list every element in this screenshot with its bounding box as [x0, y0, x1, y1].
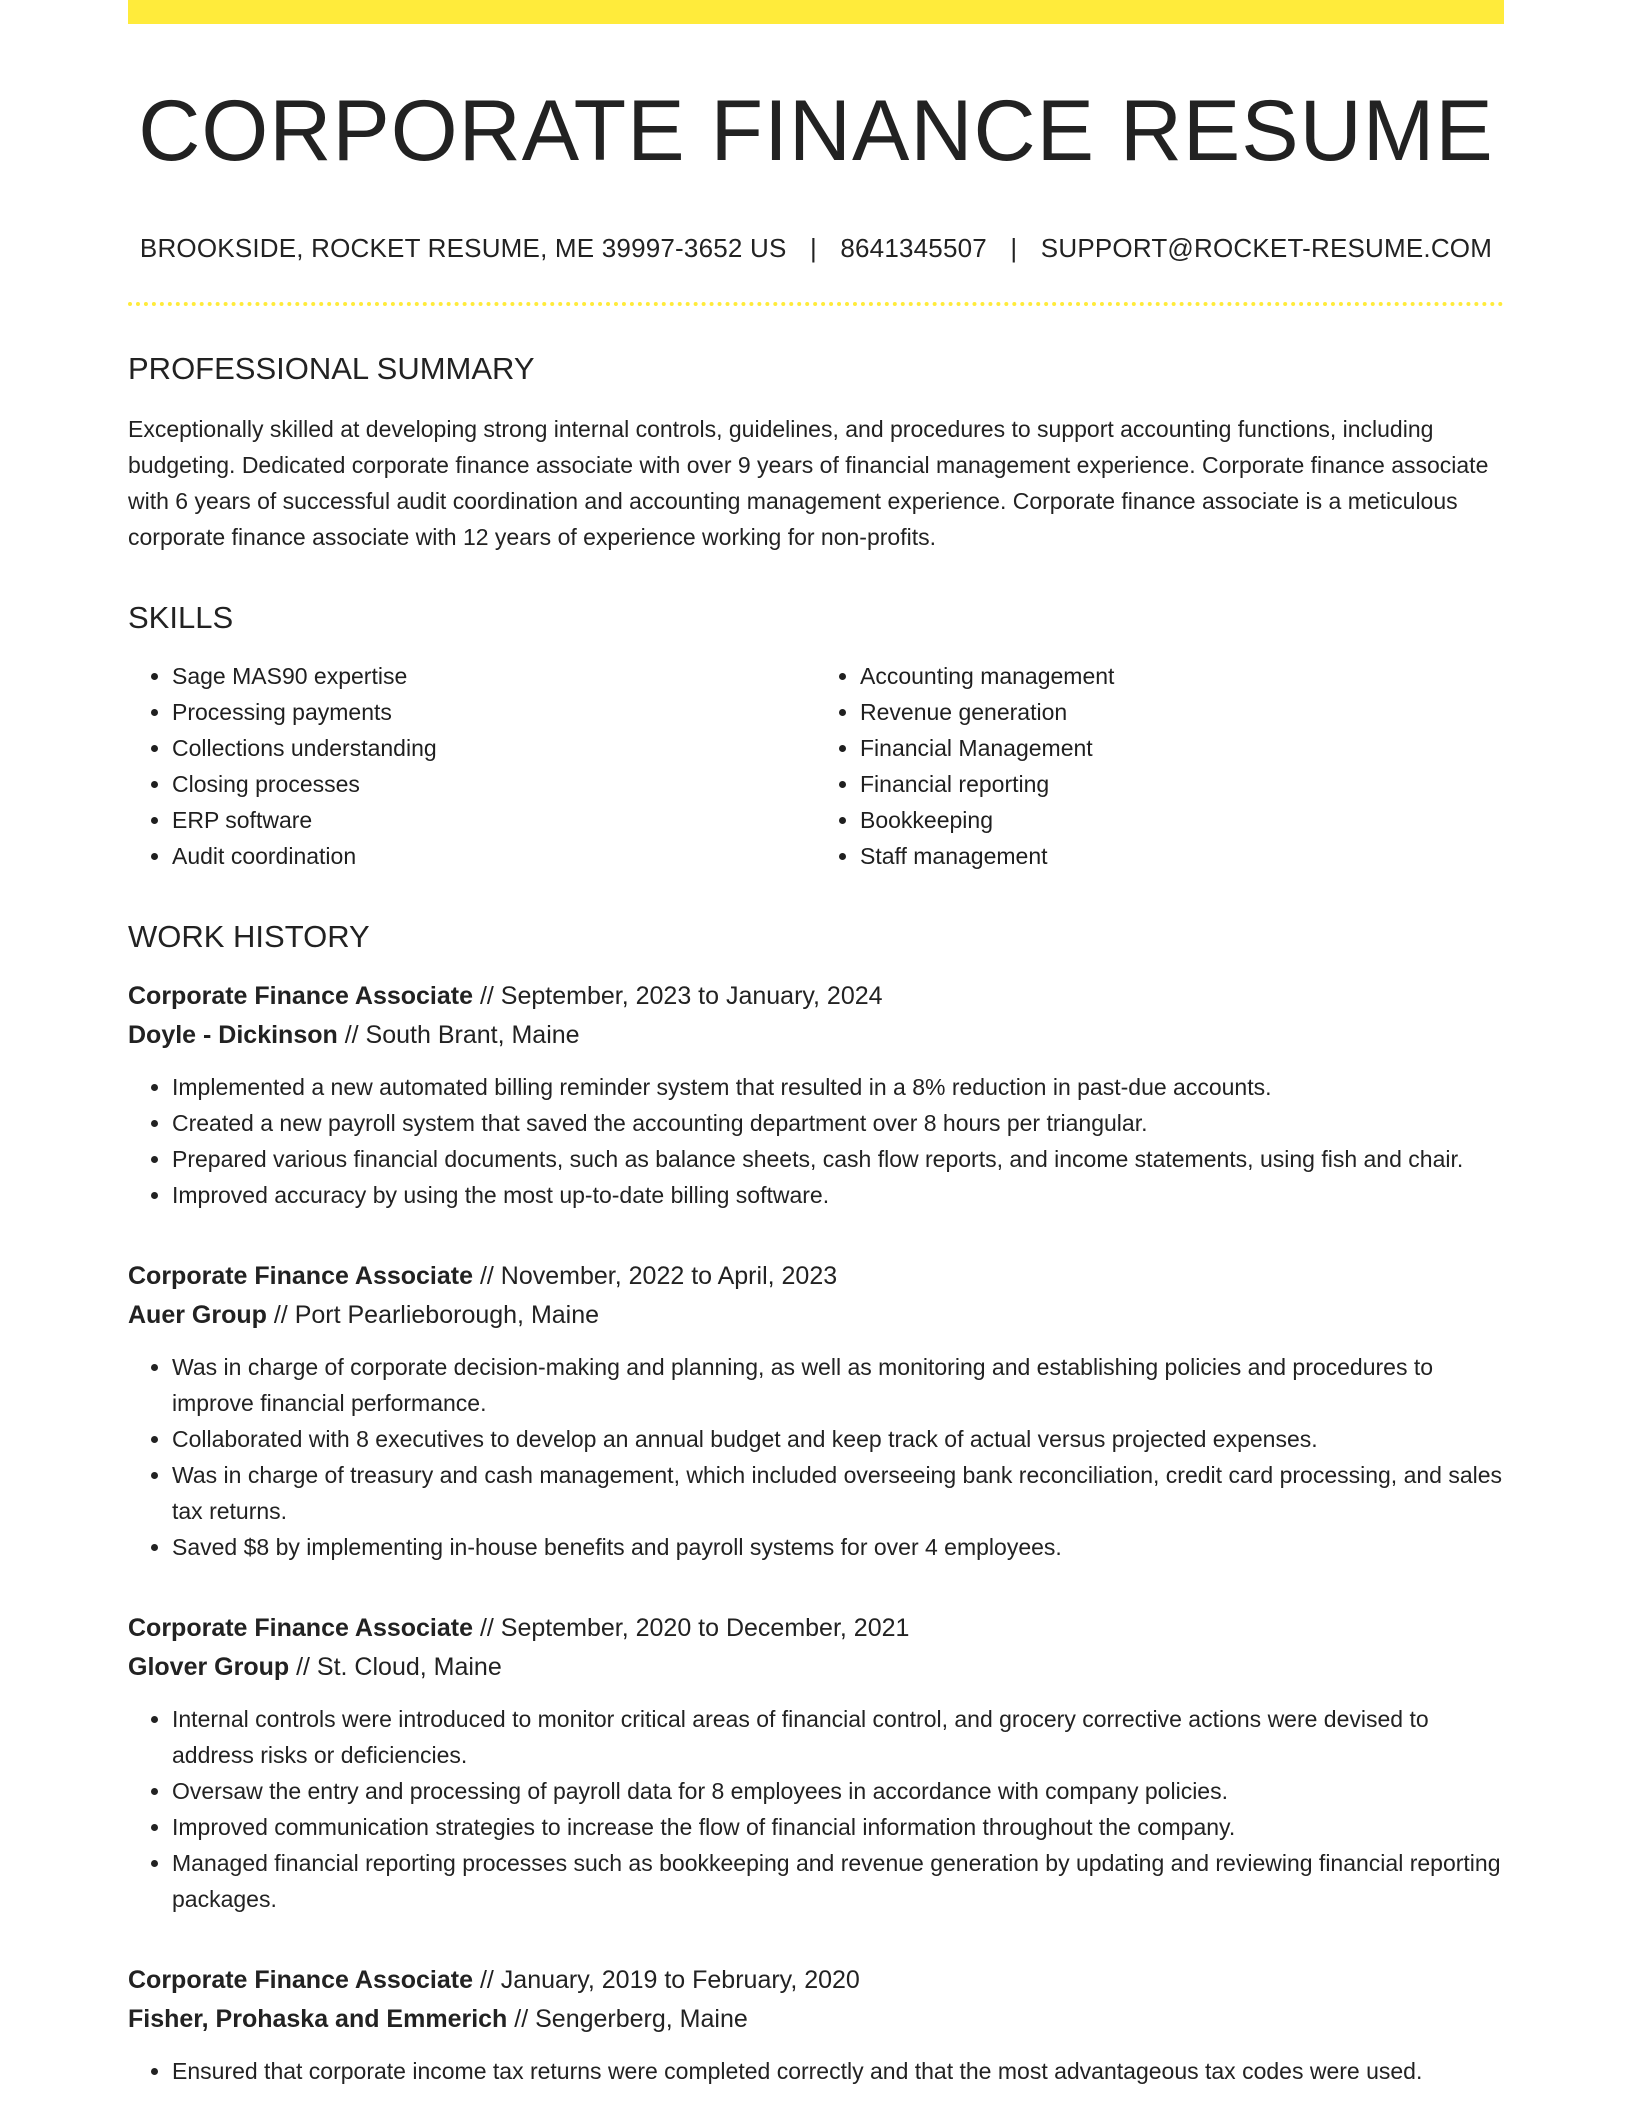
job-bullet: • Was in charge of corporate decision-making and planning, as well as monitoring and establishing policies and procedures to improve financial performance. [172, 1349, 1504, 1421]
job-bullet: • Collaborated with 8 executives to develop an annual budget and keep track of actual versus projected expenses. [172, 1421, 1504, 1457]
skill-item: • Financial Management [860, 730, 1504, 766]
job-company-line [128, 1016, 1504, 1055]
contact-line [128, 233, 1504, 264]
job-bullets [128, 1069, 1504, 1213]
job-company: Glover Group [128, 1653, 290, 1682]
page-title: CORPORATE FINANCE RESUME [138, 83, 1494, 179]
job-company-line [128, 1296, 1504, 1335]
job-bullet: • Implemented a new automated billing reminder system that resulted in a 8% reduction in past-due accounts. [172, 1069, 1504, 1105]
job-title-line [128, 1609, 1504, 1648]
contact-email: SUPPORT@ROCKET-RESUME.COM [1040, 232, 1493, 263]
job-bullet: • Created a new payroll system that saved the accounting department over 8 hours per triangular. [172, 1105, 1504, 1141]
top-accent-bar [128, 0, 1504, 24]
job-bullet: • Oversaw the entry and processing of payroll data for 8 employees in accordance with company policies. [172, 1773, 1504, 1809]
job-bullet: • Was in charge of treasury and cash management, which included overseeing bank reconciliation, credit card processing, and sales tax returns. [172, 1457, 1504, 1529]
resume-page [128, 0, 1504, 2089]
job-dates: // September, 2023 to January, 2024 [473, 982, 883, 1011]
job-company-line [128, 1648, 1504, 1687]
job-entry [128, 1609, 1504, 1917]
job-company: Doyle - Dickinson [128, 1021, 338, 1050]
job-entry [128, 1257, 1504, 1565]
skills-heading: SKILLS [128, 599, 234, 635]
skills-column-right [816, 658, 1504, 874]
work-history-heading: WORK HISTORY [128, 918, 370, 954]
job-bullet: • Prepared various financial documents, such as balance sheets, cash flow reports, and income statements, using fish and chair. [172, 1141, 1504, 1177]
job-bullets [128, 1701, 1504, 1917]
job-bullet: • Saved $8 by implementing in-house benefits and payroll systems for over 4 employees. [172, 1529, 1504, 1565]
job-bullet: • Internal controls were introduced to monitor critical areas of financial control, and grocery corrective actions were devised to address risks or deficiencies. [172, 1701, 1504, 1773]
job-entry [128, 977, 1504, 1213]
skill-item: • Accounting management [860, 658, 1504, 694]
job-location: // St. Cloud, Maine [289, 1653, 502, 1682]
skill-item: • Sage MAS90 expertise [172, 658, 816, 694]
job-title: Corporate Finance Associate [128, 982, 474, 1011]
skill-item: • ERP software [172, 802, 816, 838]
job-bullet: • Improved accuracy by using the most up-to-date billing software. [172, 1177, 1504, 1213]
skill-item: • Processing payments [172, 694, 816, 730]
job-company-line [128, 2000, 1504, 2039]
job-title: Corporate Finance Associate [128, 1614, 474, 1643]
job-bullet: • Managed financial reporting processes such as bookkeeping and revenue generation by updating and reviewing financial reporting packages. [172, 1845, 1504, 1917]
job-company: Auer Group [128, 1301, 267, 1330]
job-dates: // November, 2022 to April, 2023 [473, 1262, 838, 1291]
contact-separator: | [809, 232, 817, 263]
contact-separator: | [1010, 232, 1018, 263]
contact-address: BROOKSIDE, ROCKET RESUME, ME 39997-3652 US [139, 232, 787, 263]
header-divider [128, 302, 1504, 306]
job-entry [128, 1961, 1504, 2089]
job-title-line [128, 1961, 1504, 2000]
skill-item: • Revenue generation [860, 694, 1504, 730]
job-title-line [128, 1257, 1504, 1296]
skill-item: • Audit coordination [172, 838, 816, 874]
skills-column-left [128, 658, 816, 874]
skills-list [128, 658, 1504, 874]
job-bullets [128, 2053, 1504, 2089]
skill-item: • Collections understanding [172, 730, 816, 766]
skill-item: • Staff management [860, 838, 1504, 874]
job-title: Corporate Finance Associate [128, 1262, 474, 1291]
job-bullets [128, 1349, 1504, 1565]
job-bullet: • Ensured that corporate income tax returns were completed correctly and that the most advantageous tax codes were used. [172, 2053, 1504, 2089]
job-bullet: • Improved communication strategies to increase the flow of financial information throughout the company. [172, 1809, 1504, 1845]
skill-item: • Closing processes [172, 766, 816, 802]
job-location: // South Brant, Maine [337, 1021, 580, 1050]
job-company: Fisher, Prohaska and Emmerich [128, 2005, 508, 2034]
job-location: // Port Pearlieborough, Maine [266, 1301, 600, 1330]
job-title: Corporate Finance Associate [128, 1966, 474, 1995]
summary-heading: PROFESSIONAL SUMMARY [128, 350, 535, 386]
job-dates: // January, 2019 to February, 2020 [473, 1966, 860, 1995]
skill-item: • Financial reporting [860, 766, 1504, 802]
job-dates: // September, 2020 to December, 2021 [473, 1614, 910, 1643]
job-title-line [128, 977, 1504, 1016]
skill-item: • Bookkeeping [860, 802, 1504, 838]
contact-phone: 8641345507 [840, 232, 987, 263]
summary-text: Exceptionally skilled at developing strong internal controls, guidelines, and procedures to support accounting functions, including budgeting. Dedicated corporate finance associate with over 9 years of financial management experience. Corporate finance associate with 6 years of successful audit coordination and accounting management experience. Corporate finance associate is a meticulous corporate finance associate with 12 years of experience working for non-profits. [128, 415, 1489, 550]
job-location: // Sengerberg, Maine [507, 2005, 748, 2034]
